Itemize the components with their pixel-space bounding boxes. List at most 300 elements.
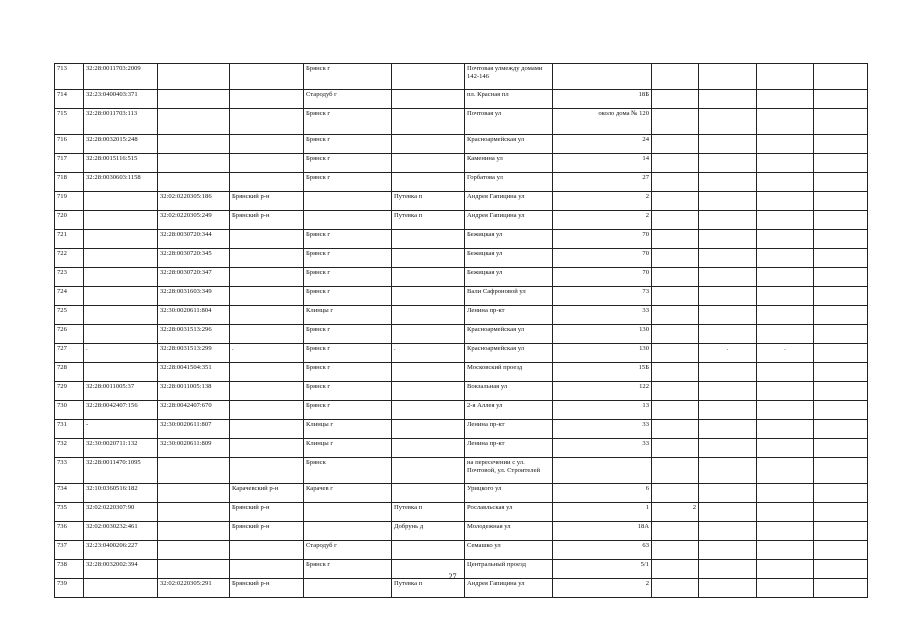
cell-col-9 <box>652 154 699 173</box>
cell-col-9 <box>652 306 699 325</box>
cell-street: 2-я Аллея ул <box>465 401 553 420</box>
cell-settlement <box>392 420 465 439</box>
cell-settlement <box>392 458 465 484</box>
cell-district <box>230 135 304 154</box>
cell-col-10 <box>699 503 757 522</box>
table-row <box>55 90 868 109</box>
cell-house: 63 <box>553 541 652 560</box>
cell-col-11 <box>757 306 814 325</box>
cell-district <box>230 249 304 268</box>
cell-house: 13 <box>553 401 652 420</box>
cell-col-12 <box>814 287 868 306</box>
cell-col-12 <box>814 541 868 560</box>
cell-cadastral-number <box>84 249 158 268</box>
table-row <box>55 401 868 420</box>
cell-row-number: 723 <box>55 268 84 287</box>
cell-col-9 <box>652 344 699 363</box>
cell-col-11 <box>757 325 814 344</box>
cell-street: Андрея Гапицина ул <box>465 192 553 211</box>
cell-col-10: . <box>699 344 757 363</box>
cell-col-11: . <box>757 344 814 363</box>
cell-city: Брянск г <box>304 230 392 249</box>
cell-street: пл. Красная пл <box>465 90 553 109</box>
cell-col-10 <box>699 458 757 484</box>
cell-settlement: Путевка п <box>392 211 465 230</box>
cell-street: Бежицкая ул <box>465 249 553 268</box>
table-row <box>55 192 868 211</box>
cell-col-10 <box>699 484 757 503</box>
cell-cadastral-number <box>84 230 158 249</box>
cell-city: Карачев г <box>304 484 392 503</box>
cell-col-12 <box>814 192 868 211</box>
cell-street: Почтовая улмежду домами 142-146 <box>465 64 553 90</box>
cell-house: 5/1 <box>553 560 652 579</box>
cell-col-12 <box>814 522 868 541</box>
cell-street: Бежицкая ул <box>465 230 553 249</box>
cell-cadastral-number: - <box>84 420 158 439</box>
cell-col-11 <box>757 173 814 192</box>
cell-col-12 <box>814 268 868 287</box>
cell-row-number: 716 <box>55 135 84 154</box>
cell-city: Клинцы г <box>304 420 392 439</box>
cell-cadastral-number-2 <box>158 135 230 154</box>
table-row <box>55 420 868 439</box>
cell-row-number: 715 <box>55 109 84 135</box>
cell-row-number: 729 <box>55 382 84 401</box>
cell-cadastral-number: 32:28:0011005:37 <box>84 382 158 401</box>
cell-col-9 <box>652 382 699 401</box>
cell-settlement: Путевка п <box>392 503 465 522</box>
cell-settlement: Путевка п <box>392 192 465 211</box>
cell-col-10 <box>699 287 757 306</box>
cell-col-12 <box>814 306 868 325</box>
cell-col-11 <box>757 90 814 109</box>
cell-cadastral-number: . <box>84 344 158 363</box>
cell-cadastral-number: 32:02:0030232:461 <box>84 522 158 541</box>
cell-row-number: 726 <box>55 325 84 344</box>
cell-col-10 <box>699 522 757 541</box>
cell-cadastral-number-2: 32:28:0042407:670 <box>158 401 230 420</box>
cell-col-10 <box>699 363 757 382</box>
cell-row-number: 731 <box>55 420 84 439</box>
cell-district: Брянский р-н <box>230 579 304 598</box>
cell-cadastral-number-2 <box>158 90 230 109</box>
cell-district <box>230 268 304 287</box>
table-row <box>55 522 868 541</box>
cell-settlement <box>392 249 465 268</box>
cell-district <box>230 401 304 420</box>
cell-cadastral-number: 32:28:0015116:515 <box>84 154 158 173</box>
cell-settlement <box>392 135 465 154</box>
table-row <box>55 579 868 598</box>
cell-settlement <box>392 382 465 401</box>
cell-cadastral-number-2: 32:28:0030720:347 <box>158 268 230 287</box>
cell-row-number: 732 <box>55 439 84 458</box>
cell-col-11 <box>757 268 814 287</box>
cell-col-10 <box>699 109 757 135</box>
cell-city: Брянск г <box>304 268 392 287</box>
cell-settlement <box>392 325 465 344</box>
cell-col-9 <box>652 173 699 192</box>
cell-col-11 <box>757 211 814 230</box>
cell-col-10 <box>699 420 757 439</box>
cell-col-10 <box>699 439 757 458</box>
cell-district: Карачевский р-н <box>230 484 304 503</box>
cell-col-9 <box>652 268 699 287</box>
cell-house: 70 <box>553 268 652 287</box>
cell-col-9 <box>652 579 699 598</box>
cell-settlement: Путевка п <box>392 579 465 598</box>
cell-district <box>230 420 304 439</box>
cell-cadastral-number: 32:28:0011470:1095 <box>84 458 158 484</box>
cell-col-12 <box>814 64 868 90</box>
cell-street: Ленина пр-кт <box>465 420 553 439</box>
table-row <box>55 382 868 401</box>
cell-col-11 <box>757 64 814 90</box>
cell-col-11 <box>757 420 814 439</box>
cell-city <box>304 211 392 230</box>
cell-col-11 <box>757 579 814 598</box>
cell-city: Брянск г <box>304 249 392 268</box>
cell-house: 33 <box>553 420 652 439</box>
cell-street: Ленина пр-кт <box>465 306 553 325</box>
cell-city: Брянск г <box>304 109 392 135</box>
cell-city: Брянск г <box>304 560 392 579</box>
cell-col-9 <box>652 230 699 249</box>
cell-district <box>230 306 304 325</box>
cell-col-10 <box>699 192 757 211</box>
table-row <box>55 325 868 344</box>
cell-settlement <box>392 541 465 560</box>
cell-city <box>304 522 392 541</box>
cell-col-10 <box>699 154 757 173</box>
cell-col-12 <box>814 579 868 598</box>
cell-col-10 <box>699 135 757 154</box>
cell-col-10 <box>699 541 757 560</box>
cell-cadastral-number: 32:02:0220307:90 <box>84 503 158 522</box>
table-row <box>55 211 868 230</box>
cell-col-12 <box>814 90 868 109</box>
cell-col-11 <box>757 154 814 173</box>
cell-city: Брянск г <box>304 135 392 154</box>
cell-cadastral-number <box>84 268 158 287</box>
cell-col-12 <box>814 211 868 230</box>
cell-cadastral-number-2 <box>158 154 230 173</box>
cell-city: Брянск г <box>304 173 392 192</box>
cell-house: 15Б <box>553 363 652 382</box>
cell-col-9 <box>652 458 699 484</box>
register-table <box>54 63 868 598</box>
cell-cadastral-number-2: 32:30:0020611:807 <box>158 420 230 439</box>
cell-row-number: 713 <box>55 64 84 90</box>
cell-settlement <box>392 109 465 135</box>
cell-street: Горбатова ул <box>465 173 553 192</box>
cell-cadastral-number-2: 32:02:0220305:186 <box>158 192 230 211</box>
cell-city: Брянск г <box>304 64 392 90</box>
cell-street: Красноармейская ул <box>465 325 553 344</box>
cell-house: 14 <box>553 154 652 173</box>
cell-street: Вали Сафроновой ул <box>465 287 553 306</box>
cell-house: 2 <box>553 211 652 230</box>
register-table-body <box>55 64 868 598</box>
cell-house: 6 <box>553 484 652 503</box>
cell-cadastral-number-2: 32:30:0020611:809 <box>158 439 230 458</box>
cell-cadastral-number-2 <box>158 109 230 135</box>
cell-city: Брянск г <box>304 382 392 401</box>
table-row <box>55 135 868 154</box>
cell-street: Семашко ул <box>465 541 553 560</box>
page-number: 27 <box>448 572 457 581</box>
table-row <box>55 268 868 287</box>
cell-cadastral-number-2: 32:02:0220305:291 <box>158 579 230 598</box>
cell-street: Рославльская ул <box>465 503 553 522</box>
cell-col-11 <box>757 439 814 458</box>
cell-city: Стародуб г <box>304 541 392 560</box>
cell-row-number: 735 <box>55 503 84 522</box>
cell-house: 2 <box>553 579 652 598</box>
cell-row-number: 722 <box>55 249 84 268</box>
cell-col-11 <box>757 135 814 154</box>
cell-city: Брянск г <box>304 287 392 306</box>
table-row <box>55 109 868 135</box>
cell-house: 1 <box>553 503 652 522</box>
cell-house: 33 <box>553 439 652 458</box>
cell-district <box>230 541 304 560</box>
cell-col-12 <box>814 135 868 154</box>
cell-cadastral-number-2: 32:28:0011005:138 <box>158 382 230 401</box>
cell-cadastral-number <box>84 192 158 211</box>
cell-street: Красноармейская ул <box>465 135 553 154</box>
cell-house <box>553 64 652 90</box>
cell-col-10 <box>699 325 757 344</box>
cell-house: 73 <box>553 287 652 306</box>
cell-settlement <box>392 64 465 90</box>
table-row <box>55 306 868 325</box>
cell-settlement <box>392 287 465 306</box>
cell-row-number: 725 <box>55 306 84 325</box>
cell-col-9: 2 <box>652 503 699 522</box>
cell-row-number: 736 <box>55 522 84 541</box>
cell-city: Брянск г <box>304 401 392 420</box>
cell-settlement <box>392 439 465 458</box>
cell-col-9 <box>652 439 699 458</box>
cell-col-9 <box>652 135 699 154</box>
cell-district <box>230 287 304 306</box>
cell-cadastral-number-2: 32:28:0041504:351 <box>158 363 230 382</box>
cell-col-10 <box>699 90 757 109</box>
cell-district <box>230 325 304 344</box>
cell-city: Стародуб г <box>304 90 392 109</box>
cell-row-number: 727 <box>55 344 84 363</box>
cell-col-10 <box>699 306 757 325</box>
cell-street: Центральный проезд <box>465 560 553 579</box>
cell-col-9 <box>652 522 699 541</box>
cell-district <box>230 90 304 109</box>
cell-cadastral-number: 32:28:0011703:113 <box>84 109 158 135</box>
cell-cadastral-number: 32:10:0360516:182 <box>84 484 158 503</box>
cell-district: Брянский р-н <box>230 503 304 522</box>
cell-col-11 <box>757 363 814 382</box>
cell-cadastral-number-2: 32:30:0020611:804 <box>158 306 230 325</box>
cell-settlement <box>392 363 465 382</box>
cell-row-number: 730 <box>55 401 84 420</box>
table-row <box>55 287 868 306</box>
cell-col-9 <box>652 363 699 382</box>
cell-street: Вокзальная ул <box>465 382 553 401</box>
cell-house: 122 <box>553 382 652 401</box>
table-row <box>55 230 868 249</box>
cell-col-11 <box>757 287 814 306</box>
cell-cadastral-number <box>84 306 158 325</box>
cell-col-12 <box>814 173 868 192</box>
cell-house: 18А <box>553 522 652 541</box>
cell-cadastral-number: 32:28:0030603:1158 <box>84 173 158 192</box>
cell-house: 33 <box>553 306 652 325</box>
cell-city <box>304 192 392 211</box>
cell-col-11 <box>757 382 814 401</box>
cell-settlement <box>392 484 465 503</box>
cell-street: Каменина ул <box>465 154 553 173</box>
cell-cadastral-number: 32:30:0020711:132 <box>84 439 158 458</box>
cell-settlement <box>392 90 465 109</box>
cell-district: Брянский р-н <box>230 192 304 211</box>
table-row <box>55 541 868 560</box>
cell-col-12 <box>814 484 868 503</box>
cell-row-number: 724 <box>55 287 84 306</box>
cell-house: 70 <box>553 249 652 268</box>
cell-cadastral-number-2: 32:28:0030720:344 <box>158 230 230 249</box>
cell-cadastral-number-2: 32:28:0031513:299 <box>158 344 230 363</box>
cell-cadastral-number-2 <box>158 503 230 522</box>
cell-street: на пересечении с ул. Почтовой, ул. Строителей <box>465 458 553 484</box>
cell-city <box>304 579 392 598</box>
cell-col-11 <box>757 522 814 541</box>
cell-settlement: Добрунь д <box>392 522 465 541</box>
cell-col-11 <box>757 541 814 560</box>
cell-cadastral-number <box>84 363 158 382</box>
cell-row-number: 728 <box>55 363 84 382</box>
cell-street: Андрея Гапицина ул <box>465 579 553 598</box>
cell-settlement <box>392 230 465 249</box>
cell-row-number: 721 <box>55 230 84 249</box>
cell-col-11 <box>757 249 814 268</box>
cell-cadastral-number: 32:28:0011703:2009 <box>84 64 158 90</box>
cell-house: 130 <box>553 325 652 344</box>
cell-col-11 <box>757 192 814 211</box>
cell-settlement <box>392 401 465 420</box>
cell-col-9 <box>652 287 699 306</box>
cell-col-12 <box>814 109 868 135</box>
cell-settlement <box>392 306 465 325</box>
cell-house: 18Б <box>553 90 652 109</box>
cell-district <box>230 173 304 192</box>
cell-city: Брянск г <box>304 154 392 173</box>
cell-city: Брянск г <box>304 325 392 344</box>
cell-col-9 <box>652 401 699 420</box>
cell-col-10 <box>699 230 757 249</box>
cell-col-10 <box>699 64 757 90</box>
cell-house: около дома № 120 <box>553 109 652 135</box>
cell-col-9 <box>652 541 699 560</box>
cell-district <box>230 382 304 401</box>
cell-row-number: 737 <box>55 541 84 560</box>
table-row <box>55 503 868 522</box>
cell-street: Бежицкая ул <box>465 268 553 287</box>
cell-city <box>304 503 392 522</box>
cell-row-number: 717 <box>55 154 84 173</box>
cell-col-12 <box>814 420 868 439</box>
cell-cadastral-number: 32:23:0400403:371 <box>84 90 158 109</box>
cell-col-11 <box>757 484 814 503</box>
cell-street: Красноармейская ул <box>465 344 553 363</box>
cell-cadastral-number-2: 32:28:0030720:345 <box>158 249 230 268</box>
cell-district <box>230 230 304 249</box>
cell-street: Андрея Гапицина ул <box>465 211 553 230</box>
cell-city: Брянск г <box>304 363 392 382</box>
cell-house <box>553 458 652 484</box>
cell-col-12 <box>814 154 868 173</box>
table-row <box>55 173 868 192</box>
cell-district: . <box>230 344 304 363</box>
cell-col-12 <box>814 382 868 401</box>
cell-district <box>230 109 304 135</box>
cell-col-10 <box>699 211 757 230</box>
cell-col-9 <box>652 211 699 230</box>
cell-city: Брянск <box>304 458 392 484</box>
cell-district <box>230 363 304 382</box>
cell-settlement <box>392 173 465 192</box>
cell-col-11 <box>757 230 814 249</box>
cell-district: Брянский р-н <box>230 211 304 230</box>
cell-cadastral-number <box>84 579 158 598</box>
cell-row-number: 738 <box>55 560 84 579</box>
table-row <box>55 154 868 173</box>
cell-cadastral-number: 32:28:0032002:394 <box>84 560 158 579</box>
cell-row-number: 714 <box>55 90 84 109</box>
cell-col-10 <box>699 249 757 268</box>
cell-row-number: 733 <box>55 458 84 484</box>
cell-settlement: . <box>392 344 465 363</box>
table-row <box>55 363 868 382</box>
cell-col-9 <box>652 64 699 90</box>
cell-col-9 <box>652 90 699 109</box>
cell-cadastral-number-2 <box>158 484 230 503</box>
cell-cadastral-number-2: 32:28:0031513:296 <box>158 325 230 344</box>
cell-col-11 <box>757 401 814 420</box>
table-row <box>55 249 868 268</box>
cell-city: Клинцы г <box>304 306 392 325</box>
cell-house: 24 <box>553 135 652 154</box>
cell-street: Урицкого ул <box>465 484 553 503</box>
cell-col-12 <box>814 249 868 268</box>
cell-cadastral-number-2 <box>158 173 230 192</box>
cell-col-12 <box>814 230 868 249</box>
cell-col-9 <box>652 249 699 268</box>
cell-col-11 <box>757 109 814 135</box>
cell-district <box>230 458 304 484</box>
cell-col-9 <box>652 420 699 439</box>
cell-city: Клинцы г <box>304 439 392 458</box>
cell-street: Ленина пр-кт <box>465 439 553 458</box>
cell-col-9 <box>652 484 699 503</box>
cell-cadastral-number <box>84 211 158 230</box>
table-row <box>55 458 868 484</box>
cell-cadastral-number-2: 32:28:0031603:349 <box>158 287 230 306</box>
cell-row-number: 734 <box>55 484 84 503</box>
cell-col-10 <box>699 579 757 598</box>
cell-row-number: 718 <box>55 173 84 192</box>
cell-settlement <box>392 268 465 287</box>
